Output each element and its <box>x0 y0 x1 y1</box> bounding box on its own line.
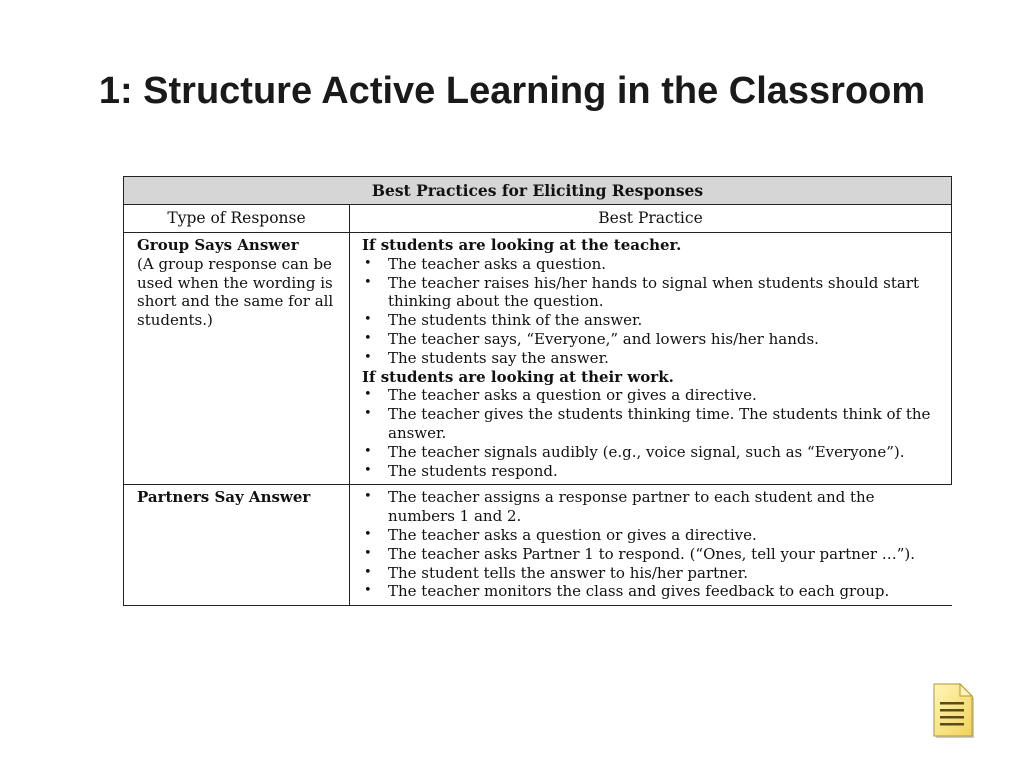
bullet-icon: • <box>364 387 372 403</box>
best-practice-cell <box>350 233 952 485</box>
bullet-icon: • <box>364 274 372 290</box>
response-type-cell <box>124 485 350 606</box>
response-type-note: (A group response can be used when the wording is short and the same for all students.) <box>137 254 334 330</box>
best-practice-cell <box>350 485 952 606</box>
list-item <box>362 386 943 405</box>
document-icon[interactable] <box>928 680 978 740</box>
list-item <box>362 564 944 583</box>
list-item-text: The students respond. <box>388 461 558 480</box>
table-row <box>124 485 952 606</box>
list-item-text: The students say the answer. <box>388 348 609 367</box>
bullet-icon: • <box>364 255 372 271</box>
list-item <box>362 255 943 274</box>
list-item-text: The teacher signals audibly (e.g., voice signal, such as “Everyone”). <box>388 442 905 461</box>
table-caption: Best Practices for Eliciting Responses <box>124 177 952 205</box>
list-item-text: The teacher gives the students thinking time. The students think of the answer. <box>388 405 931 442</box>
list-item-text: The student tells the answer to his/her partner. <box>388 563 748 582</box>
list-item-text: The teacher raises his/her hands to signal when students should start thinking about the question. <box>388 273 920 311</box>
header-type-of-response: Type of Response <box>124 205 350 233</box>
bullet-icon: • <box>364 526 372 542</box>
bullet-icon: • <box>364 489 372 505</box>
list-item-text: The teacher asks a question or gives a directive. <box>388 525 757 544</box>
list-item <box>362 330 943 349</box>
list-item-text: The teacher asks a question or gives a directive. <box>388 386 757 405</box>
bullet-icon: • <box>364 330 372 346</box>
list-item <box>362 274 943 312</box>
bullet-icon: • <box>364 406 372 422</box>
practice-list <box>362 488 944 601</box>
list-item <box>362 443 943 462</box>
practice-list <box>362 386 943 480</box>
list-item-text: The teacher assigns a response partner to each student and the numbers 1 and 2. <box>388 488 875 526</box>
list-item <box>362 545 944 564</box>
response-type-cell <box>124 233 350 485</box>
list-item <box>362 526 944 545</box>
bullet-icon: • <box>364 545 372 561</box>
bullet-icon: • <box>364 564 372 580</box>
bullet-icon: • <box>364 583 372 599</box>
list-item <box>362 582 944 601</box>
practices-table <box>123 176 952 606</box>
response-type-name: Partners Say Answer <box>137 488 311 507</box>
header-best-practice: Best Practice <box>350 205 952 233</box>
bullet-icon: • <box>364 312 372 328</box>
slide-title: 1: Structure Active Learning in the Classroom <box>98 70 926 112</box>
list-item-text: The students think of the answer. <box>388 311 643 330</box>
list-item <box>362 462 943 481</box>
list-item <box>362 349 943 368</box>
table-row <box>124 233 952 485</box>
bullet-icon: • <box>364 462 372 478</box>
bullet-icon: • <box>364 349 372 365</box>
list-item <box>362 405 943 443</box>
practices-table-wrap <box>123 176 951 606</box>
response-type-name: Group Says Answer <box>137 236 299 254</box>
list-item-text: The teacher monitors the class and gives feedback to each group. <box>388 582 890 601</box>
list-item <box>362 488 944 526</box>
list-item-text: The teacher asks Partner 1 to respond. (“Ones, tell your partner …”). <box>388 544 916 563</box>
bullet-icon: • <box>364 443 372 459</box>
list-item-text: The teacher asks a question. <box>388 254 607 273</box>
list-item <box>362 311 943 330</box>
practice-heading: If students are looking at their work. <box>362 367 674 386</box>
list-item-text: The teacher says, “Everyone,” and lowers his/her hands. <box>388 329 819 348</box>
practice-list <box>362 255 943 368</box>
practice-heading: If students are looking at the teacher. <box>362 236 682 254</box>
